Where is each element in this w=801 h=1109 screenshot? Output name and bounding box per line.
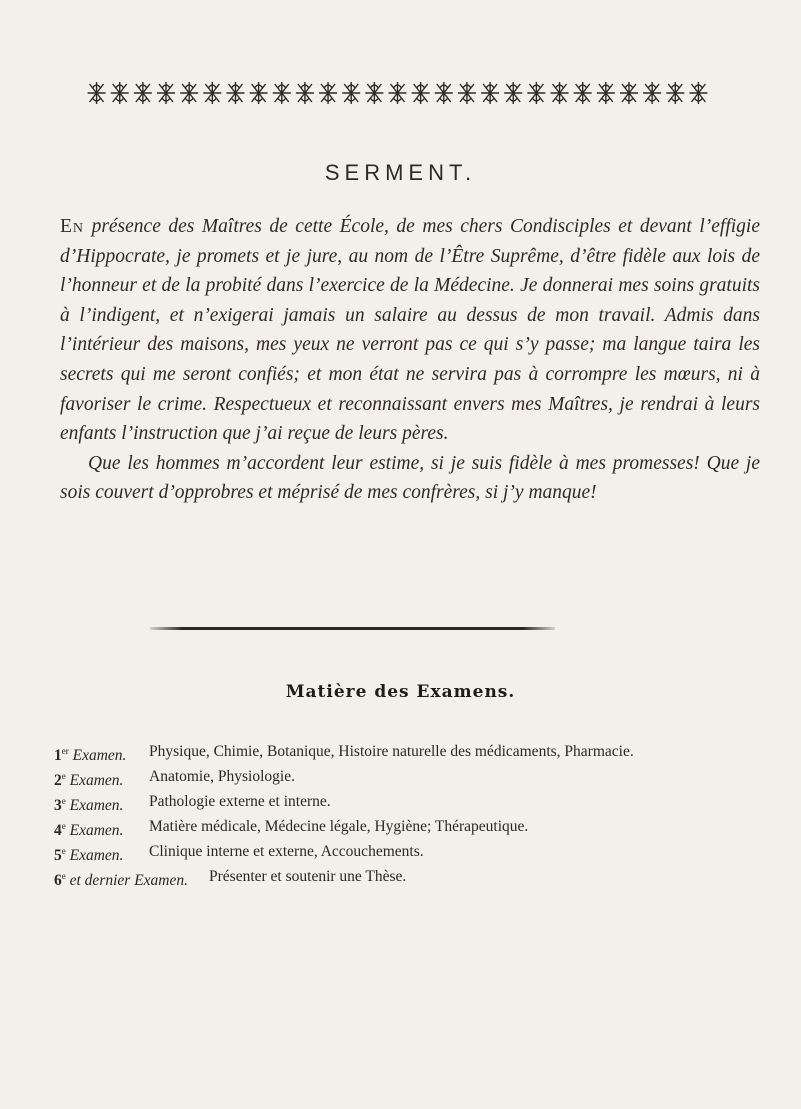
section-title: Matière des Examens. xyxy=(285,682,516,702)
exam-label: et dernier Examen. xyxy=(69,872,188,890)
page-title: SERMENT. xyxy=(324,160,477,185)
ornament-motif xyxy=(180,82,198,104)
ornament-motif xyxy=(157,82,175,104)
ornament-motif xyxy=(435,82,453,104)
exam-label: Examen. xyxy=(69,797,124,815)
ornament-motif xyxy=(620,82,638,104)
ornament-motif xyxy=(458,82,476,104)
ornament-motif xyxy=(365,82,383,104)
decorative-border-icon xyxy=(85,78,710,108)
exam-item-1 xyxy=(54,742,774,765)
ornament-motif xyxy=(273,82,291,104)
exam-label: Examen. xyxy=(69,822,124,840)
ornament-motif xyxy=(504,82,522,104)
ornament-motif xyxy=(134,82,152,104)
ornament-motif xyxy=(551,82,569,104)
exam-item-3 xyxy=(54,792,774,815)
ornament-motif xyxy=(226,82,244,104)
ornament-motif xyxy=(574,82,592,104)
exam-item-5 xyxy=(54,842,774,865)
exam-label: Examen. xyxy=(72,747,127,765)
exam-number: 2e xyxy=(54,771,66,790)
exam-content: Anatomie, Physiologie. xyxy=(149,768,295,785)
oath-paragraph-2: Que les hommes m’accordent leur estime, si je suis fidèle à mes promesses! Que je sois couvert d’opprobres et méprisé de mes confrères, si j’y manque! xyxy=(60,452,760,504)
exam-item-2 xyxy=(54,767,774,790)
oath-paragraph-1: présence des Maîtres de cette École, de mes chers Condisciples et devant l’effigie d’Hippocrate, je promets et je jure, au nom de l’Être Suprême, d’être fidèle aux lois de l’honneur et de la probité dans l’exercice de la Médecine. Je donnerai mes soins gratuits à l’indigent, et n’exigerai jamais un salaire au dessus de mon travail. Admis dans l’intérieur des maisons, mes yeux ne verront pas ce qui s’y passe; ma langue taira les secrets qui me seront confiés; et mon état ne servira pas à corrompre les mœurs, ni à favoriser le crime. Respectueux et reconnaissant envers mes Maîtres, je rendrai à leurs enfants l’instruction que j’ai reçue de leurs pères. xyxy=(60,216,761,445)
ornament-motif xyxy=(342,82,360,104)
exam-label: Examen. xyxy=(69,847,124,865)
ornament-motif xyxy=(643,82,661,104)
exam-content: Matière médicale, Médecine légale, Hygiène; Thérapeutique. xyxy=(149,818,529,835)
exam-content: Physique, Chimie, Botanique, Histoire naturelle des médicaments, Pharmacie. xyxy=(149,743,634,760)
divider-rule xyxy=(150,627,555,630)
ornament-motif xyxy=(666,82,684,104)
ornament-motif xyxy=(250,82,268,104)
ornament-motif xyxy=(88,82,106,104)
exam-content: Présenter et soutenir une Thèse. xyxy=(209,868,407,885)
ornament-motif xyxy=(203,82,221,104)
exam-number: 5e xyxy=(54,846,66,865)
exam-item-6 xyxy=(54,867,774,890)
ornament-motif xyxy=(319,82,337,104)
ornament-motif xyxy=(389,82,407,104)
oath-text xyxy=(60,212,760,508)
exam-content: Clinique interne et externe, Accouchements. xyxy=(149,843,424,860)
exam-item-4 xyxy=(54,817,774,840)
ornament-motif xyxy=(412,82,430,104)
ornament-motif xyxy=(111,82,129,104)
exam-number: 1er xyxy=(54,746,69,765)
oath-lead-word: En xyxy=(60,216,85,237)
exam-number: 4e xyxy=(54,821,66,840)
exam-content: Pathologie externe et interne. xyxy=(149,793,331,810)
ornament-motif xyxy=(481,82,499,104)
ornament-motif xyxy=(689,82,707,104)
exam-number: 3e xyxy=(54,796,66,815)
ornament-motif xyxy=(296,82,314,104)
exam-number: 6e xyxy=(54,871,66,890)
exam-list xyxy=(54,742,774,892)
ornament-motif xyxy=(597,82,615,104)
exam-label: Examen. xyxy=(69,772,124,790)
ornament-motif xyxy=(527,82,545,104)
